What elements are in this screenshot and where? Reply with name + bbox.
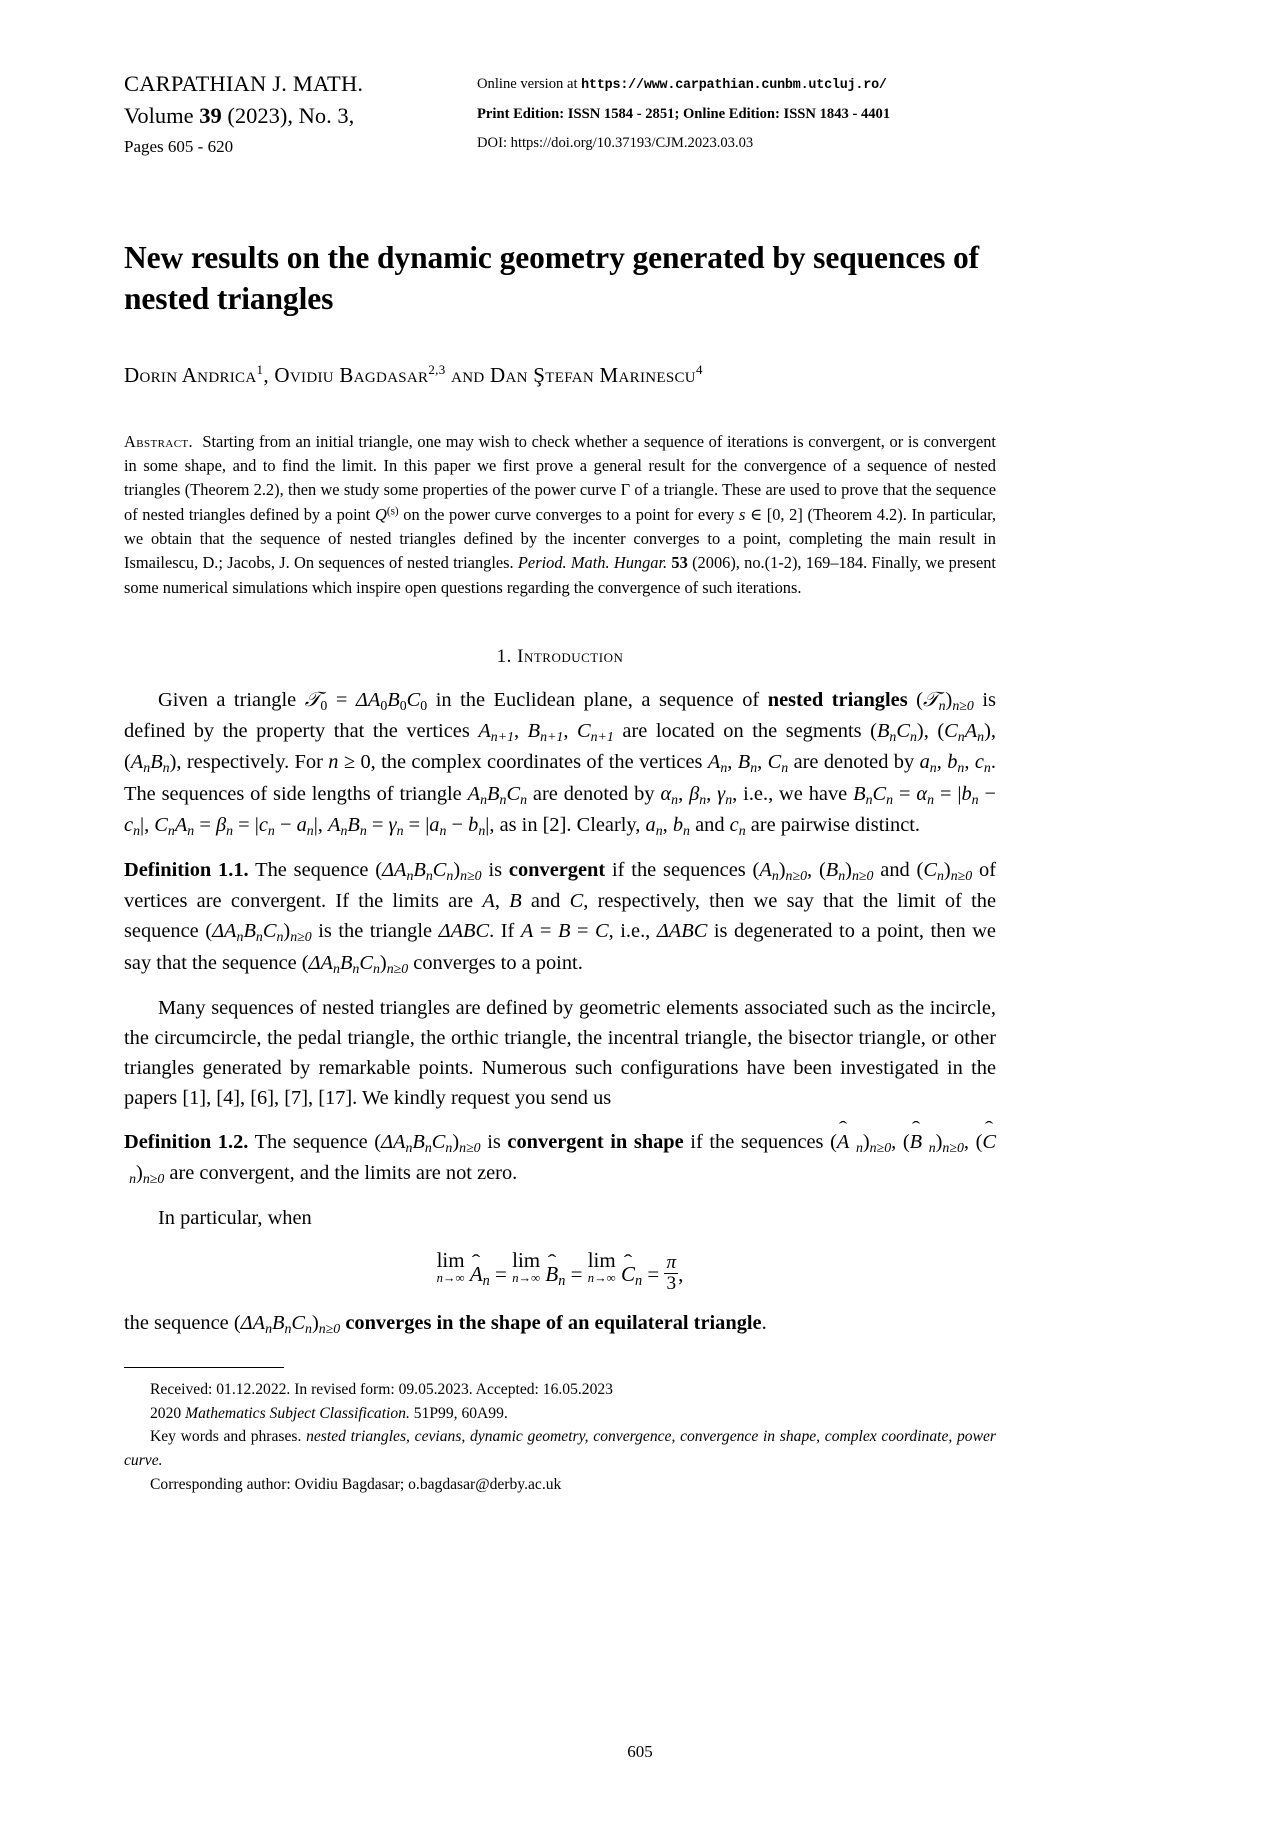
intro-text-f: the complex coordinates of the vertices	[381, 751, 703, 774]
journal-volume	[124, 100, 464, 132]
limit-operator-1: lim n→∞	[436, 1248, 465, 1286]
def11-text-j: is degenerated to a point, then we say that the sequence	[124, 920, 996, 974]
author-1-affiliation-marker: 1	[256, 361, 264, 377]
def12-bold-convergent-shape: convergent in shape	[507, 1130, 684, 1153]
abstract-heading: Abstract.	[124, 431, 194, 451]
journal-url[interactable]: https://www.carpathian.cunbm.utcluj.ro/	[581, 78, 887, 93]
intro-text-i: are denoted by	[532, 782, 655, 805]
abstract-text-4: (Theorem 4.2). In particular, we obtain that the sequence of nested triangles defined by the incenter converges to a point, completing the main result in Ismailescu, D.; Jacobs, J. On sequences of nested triangles.	[124, 504, 996, 573]
author-2-affiliation-marker: 2,3	[428, 361, 446, 377]
masthead-right	[477, 70, 997, 158]
limit-operator-2: lim n→∞	[512, 1248, 541, 1286]
abstract-journal-volume: 53	[671, 553, 688, 573]
p4-text-a: the sequence	[124, 1312, 229, 1335]
def11-text-a: The sequence	[255, 859, 369, 882]
footnote-received: Received: 01.12.2022. In revised form: 09.05.2023. Accepted: 16.05.2023	[150, 1380, 613, 1398]
intro-text-a: Given a triangle	[158, 688, 297, 711]
abstract-text-5: (2006), no.(1-2), 169–184. Finally, we present some numerical simulations which inspire open questions regarding the convergence of such iterations.	[124, 553, 996, 597]
volume-prefix: Volume	[124, 102, 200, 128]
keywords-label: Key words and phrases.	[150, 1428, 302, 1446]
p4-period: .	[761, 1312, 767, 1335]
paragraph-many-sequences: Many sequences of nested triangles are defined by geometric elements associated such as the incircle, the circumcircle, the pedal triangle, the orthic triangle, the incentral triangle, the bisector triangle, or other triangles generated by remarkable points. Numerous such configurations have been investigated in the papers [1], [4], [6], [7], [17]. We kindly request you send us	[124, 996, 996, 1109]
msc-label: Mathematics Subject Classification.	[185, 1404, 410, 1422]
footnote-block	[124, 1378, 996, 1496]
def11-text-i: i.e.,	[620, 920, 651, 943]
masthead-left	[124, 68, 464, 159]
definition-1-2-label: Definition 1.2.	[124, 1130, 249, 1153]
author-2-name: Ovidiu Bagdasar	[274, 362, 429, 387]
intro-text-j: i.e., we have	[743, 782, 848, 805]
msc-year: 2020	[150, 1404, 186, 1422]
footnote-rule	[124, 1367, 284, 1368]
def11-text-h: If	[500, 920, 515, 943]
limit-operator-3: lim n→∞	[587, 1248, 616, 1286]
abstract-s-symbol: s	[738, 504, 746, 524]
def11-text-g: is the triangle	[318, 920, 433, 943]
intro-text-c: is defined by the property that the vertices	[124, 688, 996, 743]
abstract-text-2: of a triangle. These are used to prove that the sequence of nested triangles defined by a point	[124, 480, 996, 524]
paragraph-converges-shape: the sequence $(\Delta A_nB_nC_n)_{n\ge 0}$ converges in the shape of an equilateral triangle.	[124, 1312, 767, 1338]
def12-text-c: if the sequences	[690, 1130, 824, 1153]
footnote-corresponding-author: Corresponding author: Ovidiu Bagdasar; o.bagdasar@derby.ac.uk	[150, 1475, 562, 1493]
def11-text-c: if the sequences	[612, 859, 746, 882]
abstract-text-1: Starting from an initial triangle, one may wish to check whether a sequence of iterations is convergent, or is convergent in some shape, and to find the limit. In this paper we first prove a general result for the convergence of a sequence of nested triangles (Theorem 2.2), then we study some properties of the power curve	[124, 431, 996, 500]
def11-text-f: respectively, then we say that the limit of the sequence	[124, 890, 997, 943]
intro-text-e: respectively. For	[186, 751, 323, 774]
doi-line[interactable]: DOI: https://doi.org/10.37193/CJM.2023.03.03	[477, 135, 754, 151]
author-list	[124, 362, 996, 388]
intro-text-b: in the Euclidean plane, a sequence of	[435, 688, 760, 711]
footnote-msc	[124, 1402, 996, 1426]
volume-number: 39	[199, 102, 222, 128]
definition-1-1-label: Definition 1.1.	[124, 859, 249, 882]
page-content	[124, 0, 996, 1496]
def12-text-b: is	[487, 1130, 501, 1153]
intro-text-l: are pairwise distinct.	[750, 813, 921, 836]
footnote-keywords	[124, 1425, 996, 1472]
author-conjunction: and	[445, 362, 491, 387]
abstract-s-interval: ∈ [0, 2]	[750, 504, 803, 524]
paper-title: New results on the dynamic geometry generated by sequences of nested triangles	[124, 240, 980, 316]
equation-b-hat: B	[545, 1262, 559, 1287]
def11-text-e: of vertices are convergent. If the limits are	[124, 859, 996, 913]
intro-text-d: are located on the segments	[622, 720, 862, 743]
displayed-equation-limits: lim n→∞ A $_n$ = lim n→∞ B $_n$ = lim n→∞ C $_n$ = $\frac{\pi}{3}$ ,	[436, 1248, 684, 1295]
def11-text-d: and	[880, 859, 910, 882]
paragraph-in-particular: In particular, when	[158, 1207, 312, 1230]
def11-text-k: converges to a point.	[413, 951, 583, 974]
equation-a-hat: A	[469, 1262, 483, 1287]
issn-line: Print Edition: ISSN 1584 - 2851; Online Edition: ISSN 1843 - 4401	[477, 105, 891, 122]
journal-name: CARPATHIAN J. MATH.	[124, 71, 364, 96]
abstract-q-symbol: Q	[375, 504, 387, 524]
def11-text-b: is	[488, 859, 503, 882]
abstract-gamma-symbol: Γ	[620, 480, 631, 500]
intro-bold-nested: nested triangles	[767, 688, 908, 711]
abstract-text-3: on the power curve converges to a point for every	[403, 504, 735, 524]
keywords-values: nested triangles, cevians, dynamic geometry, convergence, convergence in shape, complex coordinate, power curve.	[124, 1428, 996, 1470]
definition-1-2: Definition 1.2. The sequence $(\Delta A_nB_nC_n)_{n\ge 0}$ is convergent in shape if the sequences (A $_n)_{n\ge 0}$, (B $_n)_{n\ge 0}$, (C $_n)_{n\ge 0}$ are convergent, and the limits are not zero.	[124, 1130, 996, 1188]
volume-suffix: (2023), No. 3,	[221, 102, 355, 128]
intro-text-k: as in [2]. Clearly,	[499, 813, 641, 836]
author-3-name: Dan Ştefan Marinescu	[490, 362, 696, 387]
intro-text-g: are denoted by	[793, 751, 915, 774]
masthead	[124, 0, 996, 176]
abstract-journal-name: Period. Math. Hungar.	[517, 553, 668, 573]
section-name: Introduction	[517, 645, 624, 667]
author-3-affiliation-marker: 4	[695, 361, 703, 377]
page-number: 605	[627, 1742, 653, 1761]
online-version-line	[477, 70, 997, 100]
def12-text-a: The sequence	[254, 1130, 368, 1153]
paragraph-intro: Given a triangle 𝒯$_0$ = $\Delta A_0B_0C_0$ in the Euclidean plane, a sequence of nested triangles $(𝒯_n)_{n\ge 0}$ is defined by the property that the vertices $A_{n+1}$, $B_{n+1}$, $C_{n+1}$ are located on the segments $(B_nC_n)$, $(C_nA_n)$, $(A_nB_n)$, respectively. For n ≥ 0, the complex coordinates of the vertices $A_n$, $B_n$, $C_n$ are denoted by $a_n$, $b_n$, $c_n$. The sequences of side lengths of triangle $A_nB_nC_n$ are denoted by $\alpha_n$, $\beta_n$, $\gamma_n$, i.e., we have $B_nC_n = \alpha_n = |b_n - c_n|$, $C_nA_n = \beta_n = |c_n - a_n|$, $A_nB_n = \gamma_n = |a_n - b_n|$, as in [2]. Clearly, $a_n$, $b_n$ and $c_n$ are pairwise distinct.	[124, 688, 996, 839]
abstract-q-superscript: (s)	[386, 505, 399, 518]
online-version-label: Online version at	[477, 76, 582, 92]
section-heading-introduction	[124, 646, 996, 668]
intro-text-h: The sequences of side lengths of triangle	[124, 782, 462, 805]
def11-bold-convergent: convergent	[508, 859, 606, 882]
abstract	[124, 430, 996, 600]
equation-c-hat: C	[620, 1262, 635, 1287]
section-number: 1.	[496, 645, 512, 667]
author-1-name: Dorin Andrica	[124, 362, 257, 387]
definition-1-1: Definition 1.1. The sequence $(\Delta A_nB_nC_n)_{n\ge 0}$ is convergent if the sequences $(A_n)_{n\ge 0}$, $(B_n)_{n\ge 0}$ and $(C_n)_{n\ge 0}$ of vertices are convergent. If the limits are A, B and C, respectively, then we say that the limit of the sequence $(\Delta A_nB_nC_n)_{n\ge 0}$ is the triangle ΔABC. If A = B = C, i.e., ΔABC is degenerated to a point, then we say that the sequence $(\Delta A_nB_nC_n)_{n\ge 0}$ converges to a point.	[124, 859, 997, 977]
p4-bold-equilateral: converges in the shape of an equilateral triangle	[345, 1312, 762, 1335]
author-separator-1: ,	[263, 362, 275, 387]
page-range: Pages 605 - 620	[124, 136, 234, 156]
equation-fraction-pi-over-3: $\frac{\pi}{3}$	[666, 1251, 677, 1295]
msc-codes: 51P99, 60A99.	[409, 1404, 508, 1422]
def12-text-d: are convergent, and the limits are not zero.	[169, 1162, 518, 1185]
